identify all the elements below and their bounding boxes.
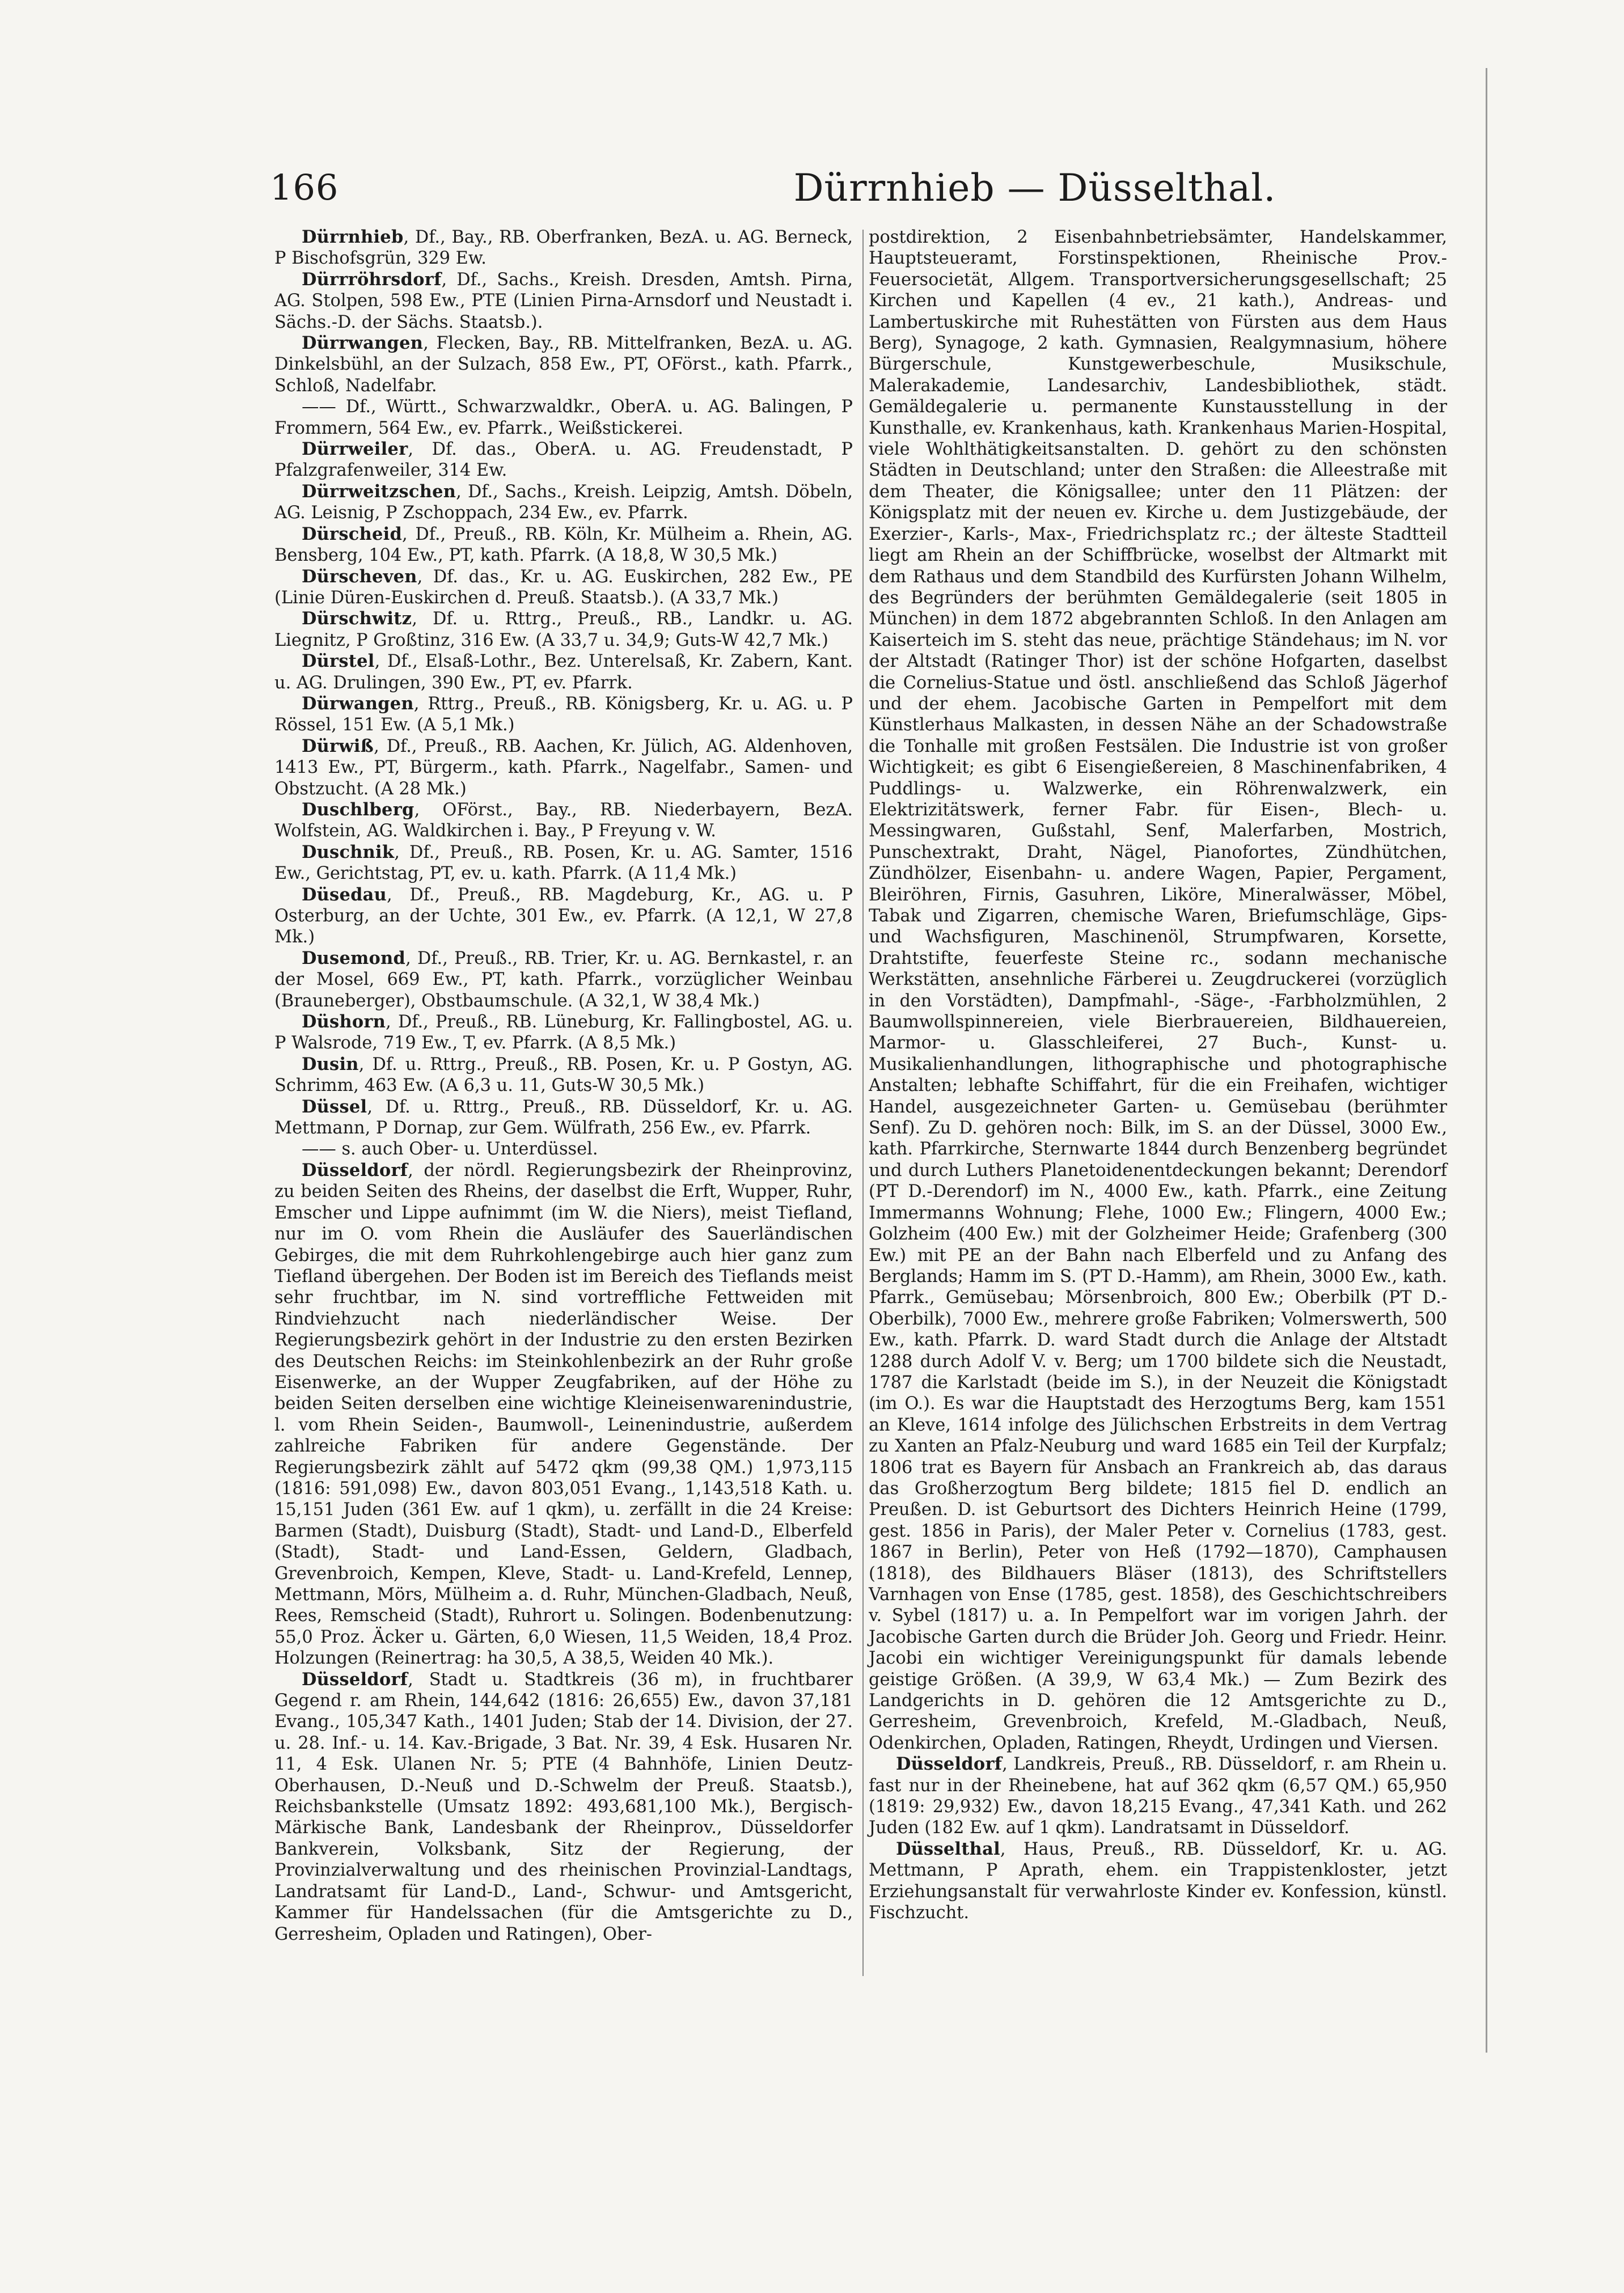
entry-text: , Df., Sachs., Kreish. Dresden, Amtsh. Pirna, AG. Stolpen, 598 Ew., PTE (Linien Pirna-Arnsdorf und Neustadt i. Sächs.-D. der Sächs. Staatsb.).: [274, 269, 853, 332]
entry-text: , Df., Preuß., RB. Aachen, Kr. Jülich, AG. Aldenhoven, 1413 Ew., PT, Bürgerm., kath. Pfarrk., Nagelfabr., Samen- und Obstzucht. (A 28 Mk.): [274, 736, 853, 799]
dictionary-entry: [274, 799, 853, 842]
dictionary-entry: [274, 1012, 853, 1054]
entry-text: , Df. u. Rttrg., Preuß., RB. Posen, Kr. u. P Gostyn, AG. Schrimm, 463 Ew. (A 6,3 u. 11, Guts-W 30,5 Mk.): [274, 1054, 853, 1096]
entry-headword: Dürwiß: [302, 735, 374, 756]
page-number: 166: [270, 167, 339, 208]
entry-text: , OFörst., Bay., RB. Niederbayern, BezA. Wolfstein, AG. Waldkirchen i. Bay., P Freyung v. W.: [274, 799, 853, 841]
entry-text: , Df. das., OberA. u. AG. Freudenstadt, P Pfalzgrafenweiler, 314 Ew.: [274, 439, 853, 481]
column-divider: [862, 230, 864, 1976]
dictionary-entry: [274, 227, 853, 269]
entry-headword: Düsseldorf: [896, 1754, 1003, 1775]
dictionary-entry: [274, 524, 853, 566]
dictionary-entry: [274, 1669, 853, 1945]
entry-headword: Dürstel: [302, 651, 375, 672]
entry-headword: Dürscheid: [302, 523, 403, 544]
entry-text: , Df., Preuß., RB. Lüneburg, Kr. Fallingbostel, AG. u. P Walsrode, 719 Ew., T, ev. Pfarrk. (A 8,5 Mk.): [274, 1012, 853, 1054]
dictionary-entry: [869, 1754, 1447, 1839]
dictionary-entry: [274, 608, 853, 651]
entry-headword: Dürwangen: [302, 693, 414, 714]
entry-headword: Düsselthal: [896, 1838, 1000, 1859]
entry-headword: Duschnik: [302, 841, 395, 862]
dictionary-entry: [274, 1139, 853, 1160]
dictionary-entry: [274, 948, 853, 1012]
entry-text: , Df. u. Rttrg., Preuß., RB. Düsseldorf, Kr. u. AG. Mettmann, P Dornap, zur Gem. Wülfrath, 256 Ew., ev. Pfarrk.: [274, 1097, 853, 1139]
dictionary-entry: [274, 693, 853, 736]
entry-headword: Düsedau: [302, 884, 387, 905]
entry-text: , Haus, Preuß., RB. Düsseldorf, Kr. u. AG. Mettmann, P Aprath, ehem. ein Trappistenkloster, jetzt Erziehungsanstalt für verwahrloste Kinder ev. Konfession, künstl. Fischzucht.: [869, 1839, 1447, 1923]
page-edge-line: [1486, 68, 1487, 2053]
entry-text: , Df., Elsaß-Lothr., Bez. Unterelsaß, Kr. Zabern, Kant. u. AG. Drulingen, 390 Ew., PT, ev. Pfarrk.: [274, 651, 853, 693]
entry-text: , Stadt u. Stadtkreis (36 m), in fruchtbarer Gegend r. am Rhein, 144,642 (1816: 26,655) Ew., davon 37,181 Evang., 105,347 Kath., 1401 Juden; Stab der 14. Division, der 27. u. 28. Inf.- u. 14. Kav.-Brigade, 3 Bat. Nr. 39, 4 Esk. Husaren Nr. 11, 4 Esk. Ulanen Nr. 5; PTE (4 Bahnhöfe, Linien Deutz-Oberhausen, D.-Neuß und D.-Schwelm der Preuß. Staatsb.), Reichsbankstelle (Umsatz 1892: 493,681,100 Mk.), Bergisch-Märkische Bank, Landesbank der Rheinprov., Düsseldorfer Bankverein, Volksbank, Sitz der Regierung, der Provinzialverwaltung und des rheinischen Provinzial-Landtags, Landratsamt für Land-D., Land-, Schwur- und Amtsgericht, Kammer für Handelssachen (für die Amtsgerichte zu D., Gerresheim, Opladen und Ratingen), Ober-: [274, 1669, 853, 1944]
entry-headword: Düsseldorf: [302, 1669, 408, 1690]
entry-text: —— Df., Württ., Schwarzwaldkr., OberA. u. AG. Balingen, P Frommern, 564 Ew., ev. Pfarrk., Weißstickerei.: [274, 397, 853, 438]
entry-headword: Dürrnhieb: [302, 227, 404, 247]
dictionary-entry: [869, 1839, 1447, 1924]
dictionary-entry: [274, 481, 853, 524]
entry-headword: Dürrwangen: [302, 333, 424, 354]
entry-headword: Dürschwitz: [302, 608, 412, 629]
dictionary-entry: [274, 885, 853, 948]
entry-text: , Landkreis, Preuß., RB. Düsseldorf, r. am Rhein u. fast nur in der Rheinebene, hat auf 362 qkm (6,57 QM.) 65,950 (1819: 29,932) Ew., davon 18,215 Evang., 47,341 Kath. und 262 Juden (182 Ew. auf 1 qkm). Landratsamt in Düsseldorf.: [869, 1754, 1447, 1838]
dictionary-entry: [274, 1160, 853, 1669]
entry-headword: Dürrröhrsdorf: [302, 269, 442, 290]
entry-text: , Df. das., Kr. u. AG. Euskirchen, 282 Ew., PE (Linie Düren-Euskirchen d. Preuß. Staatsb.). (A 33,7 Mk.): [274, 566, 853, 608]
dictionary-entry: [274, 439, 853, 481]
entry-headword: Dusin: [302, 1054, 359, 1074]
dictionary-entry: [274, 333, 853, 396]
entry-text: , Df., Preuß., RB. Posen, Kr. u. AG. Samter, 1516 Ew., Gerichtstag, PT, ev. u. kath. Pfarrk. (A 11,4 Mk.): [274, 842, 853, 884]
dictionary-entry: [274, 269, 853, 333]
dictionary-entry: [274, 396, 853, 439]
dictionary-entry: [274, 651, 853, 693]
dictionary-entry: [869, 227, 1447, 1754]
entry-text: , Df., Bay., RB. Oberfranken, BezA. u. AG. Berneck, P Bischofsgrün, 329 Ew.: [274, 227, 853, 269]
entry-text: , Rttrg., Preuß., RB. Königsberg, Kr. u. AG. u. P Rössel, 151 Ew. (A 5,1 Mk.): [274, 693, 853, 735]
entry-text: , Df., Preuß., RB. Köln, Kr. Mülheim a. Rhein, AG. Bensberg, 104 Ew., PT, kath. Pfarrk. (A 18,8, W 30,5 Mk.): [274, 524, 853, 566]
entry-headword: Düssel: [302, 1096, 367, 1117]
dictionary-entry: [274, 842, 853, 885]
entry-text: , der nördl. Regierungsbezirk der Rheinprovinz, zu beiden Seiten des Rheins, der daselbst die Erft, Wupper, Ruhr, Emscher und Lippe aufnimmt (im W. die Niers), meist Tiefland, nur im O. vom Rhein die Ausläufer des Sauerländischen Gebirges, die mit dem Ruhrkohlengebirge auch hier ganz zum Tiefland übergehen. Der Boden ist im Bereich des Tieflands meist sehr fruchtbar, im N. sind vortreffliche Fettweiden mit Rindviehzucht nach niederländischer Weise. Der Regierungsbezirk gehört in der Industrie zu den ersten Bezirken des Deutschen Reichs: im Steinkohlenbezirk an der Ruhr große Eisenwerke, an der Wupper Zeugfabriken, auf der Höhe zu beiden Seiten derselben eine wichtige Kleineisenwarenindustrie, l. vom Rhein Seiden-, Baumwoll-, Leinenindustrie, außerdem zahlreiche Fabriken für andere Gegenstände. Der Regierungsbezirk zählt auf 5472 qkm (99,38 QM.) 1,973,115 (1816: 591,098) Ew., davon 803,051 Evang., 1,143,518 Kath. u. 15,151 Juden (361 Ew. auf 1 qkm), u. zerfällt in die 24 Kreise: Barmen (Stadt), Duisburg (Stadt), Stadt- und Land-D., Elberfeld (Stadt), Stadt- und Land-Essen, Geldern, Gladbach, Grevenbroich, Kempen, Kleve, Stadt- u. Land-Krefeld, Lennep, Mettmann, Mörs, Mülheim a. d. Ruhr, München-Gladbach, Neuß, Rees, Remscheid (Stadt), Ruhrort u. Solingen. Bodenbenutzung: 55,0 Proz. Äcker u. Gärten, 6,0 Wiesen, 11,5 Weiden, 18,4 Proz. Holzungen (Reinertrag: ha 30,5, A 38,5, Weiden 40 Mk.).: [274, 1160, 853, 1669]
left-column: [274, 227, 853, 1945]
entry-headword: Dürrweiler: [302, 439, 408, 460]
dictionary-entry: [274, 1097, 853, 1139]
entry-headword: Düshorn: [302, 1012, 386, 1033]
entry-text: , Flecken, Bay., RB. Mittelfranken, BezA. u. AG. Dinkelsbühl, an der Sulzach, 858 Ew., PT, OFörst., kath. Pfarrk., Schloß, Nadelfabr.: [274, 333, 853, 396]
dictionary-entry: [274, 566, 853, 609]
entry-headword: Dürscheven: [302, 566, 417, 587]
entry-headword: Düsseldorf: [302, 1160, 408, 1181]
running-head: Dürrnhieb — Düsselthal.: [793, 166, 1276, 210]
dictionary-entry: [274, 1054, 853, 1097]
entry-text: , Df., Sachs., Kreish. Leipzig, Amtsh. Döbeln, AG. Leisnig, P Zschoppach, 234 Ew., ev. Pfarrk.: [274, 481, 853, 523]
entry-text: , Df., Preuß., RB. Trier, Kr. u. AG. Bernkastel, r. an der Mosel, 669 Ew., PT, kath. Pfarrk., vorzüglicher Weinbau (Brauneberger), Obstbaumschule. (A 32,1, W 38,4 Mk.): [274, 948, 853, 1011]
entry-headword: Dürrweitzschen: [302, 481, 456, 502]
entry-headword: Dusemond: [302, 947, 406, 968]
entry-text: , Df., Preuß., RB. Magdeburg, Kr., AG. u. P Osterburg, an der Uchte, 301 Ew., ev. Pfarrk. (A 12,1, W 27,8 Mk.): [274, 885, 853, 947]
right-column: [869, 227, 1447, 1924]
dictionary-entry: [274, 736, 853, 799]
entry-text: postdirektion, 2 Eisenbahnbetriebsämter, Handelskammer, Hauptsteueramt, Forstinspektionen, Rheinische Prov.-Feuersocietät, Allgem. Transportversicherungsgesellschaft; 25 Kirchen und Kapellen (4 ev., 21 kath.), Andreas- und Lambertuskirche mit Ruhestätten von Fürsten aus dem Haus Berg), Synagoge, 2 kath. Gymnasien, Realgymnasium, höhere Bürgerschule, Kunstgewerbeschule, Musikschule, Malerakademie, Landesarchiv, Landesbibliothek, städt. Gemäldegalerie u. permanente Kunstausstellung in der Kunsthalle, ev. Krankenhaus, kath. Krankenhaus Marien-Hospital, viele Wohlthätigkeitsanstalten. D. gehört zu den schönsten Städten in Deutschland; unter den Straßen: die Alleestraße mit dem Theater, die Königsallee; unter den 11 Plätzen: der Königsplatz mit der neuen ev. Kirche u. dem Justizgebäude, der Exerzier-, Karls-, Max-, Friedrichsplatz rc.; der älteste Stadtteil liegt am Rhein an der Schiffbrücke, woselbst der Altmarkt mit dem Rathaus und dem Standbild des Kurfürsten Johann Wilhelm, des Begründers der berühmten Gemäldegalerie (seit 1805 in München) in dem 1872 abgebrannten Schloß. In den Anlagen am Kaiserteich im S. steht das neue, prächtige Ständehaus; im N. vor der Altstadt (Ratinger Thor) ist der schöne Hofgarten, daselbst die Cornelius-Statue und östl. anschließend das Schloß Jägerhof und der ehem. Jacobische Garten in Pempelfort mit dem Künstlerhaus Malkasten, in dessen Nähe an der Schadowstraße die Tonhalle mit großen Festsälen. Die Industrie ist von großer Wichtigkeit; es gibt 6 Eisengießereien, 8 Maschinenfabriken, 4 Puddlings- u. Walzwerke, ein Röhrenwalzwerk, ein Elektrizitätswerk, ferner Fabr. für Eisen-, Blech- u. Messingwaren, Gußstahl, Senf, Malerfarben, Mostrich, Punschextrakt, Draht, Nägel, Pianofortes, Zündhütchen, Zündhölzer, Eisenbahn- u. andere Wagen, Papier, Pergament, Bleiröhren, Firnis, Gasuhren, Liköre, Mineralwässer, Möbel, Tabak und Zigarren, chemische Waren, Briefumschläge, Gips- und Wachsfiguren, Maschinenöl, Strumpfwaren, Korsette, Drahtstifte, feuerfeste Steine rc., sodann mechanische Werkstätten, ansehnliche Färberei u. Zeugdruckerei (vorzüglich in den Vorstädten), Dampfmahl-, -Säge-, -Farbholzmühlen, 2 Baumwollspinnereien, viele Bierbrauereien, Bildhauereien, Marmor- u. Glasschleiferei, 27 Buch-, Kunst- u. Musikalienhandlungen, lithographische und photographische Anstalten; lebhafte Schiffahrt, für die ein Freihafen, wichtiger Handel, ausgezeichneter Garten- u. Gemüsebau (berühmter Senf). Zu D. gehören noch: Bilk, im S. an der Düssel, 3000 Ew., kath. Pfarrkirche, Sternwarte 1844 durch Benzenberg begründet und durch Luthers Planetoidenentdeckungen bekannt; Derendorf (PT D.-Derendorf) im N., 4000 Ew., kath. Pfarrk., eine Zeitung Immermanns Wohnung; Flehe, 1000 Ew.; Flingern, 4000 Ew.; Golzheim (400 Ew.) mit der Golzheimer Heide; Grafenberg (300 Ew.) mit PE an der Bahn nach Elberfeld und zu Anfang des Berglands; Hamm im S. (PT D.-Hamm), am Rhein, 3000 Ew., kath. Pfarrk., Gemüsebau; Mörsenbroich, 800 Ew.; Oberbilk (PT D.-Oberbilk), 7000 Ew., mehrere große Fabriken; Volmerswerth, 500 Ew., kath. Pfarrk. D. ward Stadt durch die Anlage der Altstadt 1288 durch Adolf V. v. Berg; um 1700 bildete sich die Neustadt, 1787 die Karlstadt (beide im S.), in der Neuzeit die Königstadt (im O.). Es war die Hauptstadt des Herzogtums Berg, kam 1551 an Kleve, 1614 infolge des Jülichschen Erbstreits in dem Vertrag zu Xanten an Pfalz-Neuburg und ward 1685 ein Teil der Kurpfalz; 1806 trat es Bayern für Ansbach an Frankreich ab, das daraus das Großherzogtum Berg bildete; 1815 fiel D. endlich an Preußen. D. ist Geburtsort des Dichters Heinrich Heine (1799, gest. 1856 in Paris), der Maler Peter v. Cornelius (1783, gest. 1867 in Berlin), Peter von Heß (1792—1870), Camphausen (1818), des Bildhauers Bläser (1813), des Schriftstellers Varnhagen von Ense (1785, gest. 1858), des Geschichtschreibers v. Sybel (1817) u. a. In Pempelfort war im vorigen Jahrh. der Jacobische Garten durch die Brüder Joh. Georg und Friedr. Heinr. Jacobi ein wichtiger Vereinigungspunkt für damals lebende geistige Größen. (A 39,9, W 63,4 Mk.) — Zum Bezirk des Landgerichts in D. gehören die 12 Amtsgerichte zu D., Gerresheim, Grevenbroich, Krefeld, M.-Gladbach, Neuß, Odenkirchen, Opladen, Ratingen, Rheydt, Urdingen und Viersen.: [869, 227, 1447, 1753]
entry-text: , Df. u. Rttrg., Preuß., RB., Landkr. u. AG. Liegnitz, P Großtinz, 316 Ew. (A 33,7 u. 34,9; Guts-W 42,7 Mk.): [274, 609, 853, 650]
entry-headword: Duschlberg: [302, 799, 415, 820]
entry-text: —— s. auch Ober- u. Unterdüssel.: [302, 1139, 598, 1160]
